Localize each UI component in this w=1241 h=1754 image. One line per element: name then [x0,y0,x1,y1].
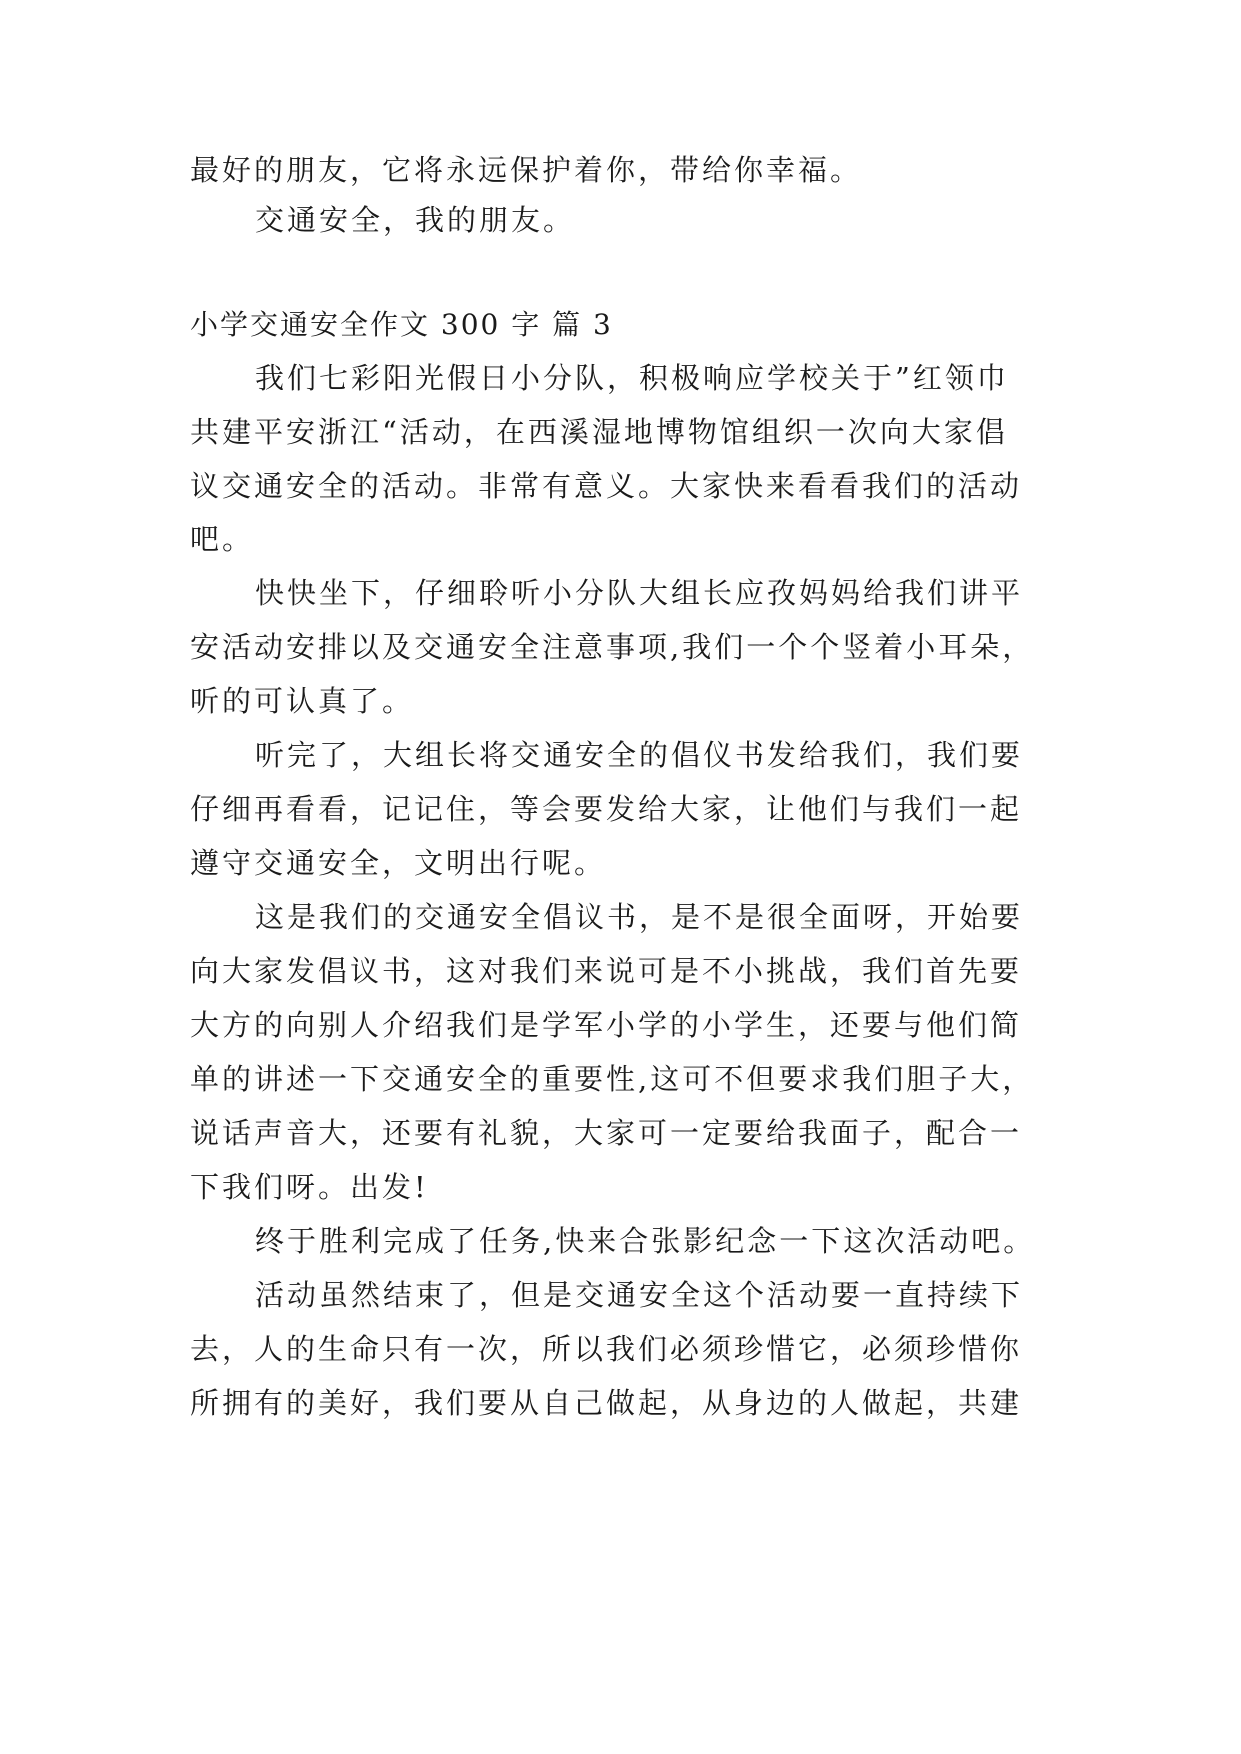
text-line: 吧。 [190,522,255,556]
text-line: 我们七彩阳光假日小分队，积极响应学校关于”红领巾 [255,361,1009,395]
text-line: 所拥有的美好，我们要从自己做起，从身边的人做起，共建 [190,1386,1023,1420]
text-line: 议交通安全的活动。非常有意义。大家快来看看我们的活动 [190,469,1023,503]
text-line: 单的讲述一下交通安全的重要性,这可不但要求我们胆子大， [190,1062,1035,1096]
text-line: 安活动安排以及交通安全注意事项,我们一个个竖着小耳朵， [190,630,1035,664]
text-line: 活动虽然结束了，但是交通安全这个活动要一直持续下 [255,1278,1024,1312]
text-line: 交通安全，我的朋友。 [255,203,576,237]
text-line: 遵守交通安全，文明出行呢。 [190,846,607,880]
text-line: 去，人的生命只有一次，所以我们必须珍惜它，必须珍惜你 [190,1332,1023,1366]
text-line: 听完了，大组长将交通安全的倡仪书发给我们，我们要 [255,738,1024,772]
text-line: 终于胜利完成了任务,快来合张影纪念一下这次活动吧。 [255,1224,1036,1258]
text-line: 这是我们的交通安全倡议书，是不是很全面呀，开始要 [255,900,1024,934]
text-line: 最好的朋友，它将永远保护着你，带给你幸福。 [190,153,863,187]
text-line: 大方的向别人介绍我们是学军小学的小学生，还要与他们简 [190,1008,1023,1042]
text-line: 共建平安浙江“活动，在西溪湿地博物馆组织一次向大家倡 [190,415,1008,449]
text-line: 听的可认真了。 [190,684,415,718]
text-line: 快快坐下，仔细聆听小分队大组长应孜妈妈给我们讲平 [255,576,1024,610]
text-line: 向大家发倡议书，这对我们来说可是不小挑战，我们首先要 [190,954,1023,988]
text-line: 下我们呀。出发! [190,1170,429,1204]
text-line: 说话声音大，还要有礼貌，大家可一定要给我面子，配合一 [190,1116,1023,1150]
text-line: 仔细再看看，记记住，等会要发给大家，让他们与我们一起 [190,792,1023,826]
section-heading: 小学交通安全作文 300 字 篇 3 [190,308,613,341]
